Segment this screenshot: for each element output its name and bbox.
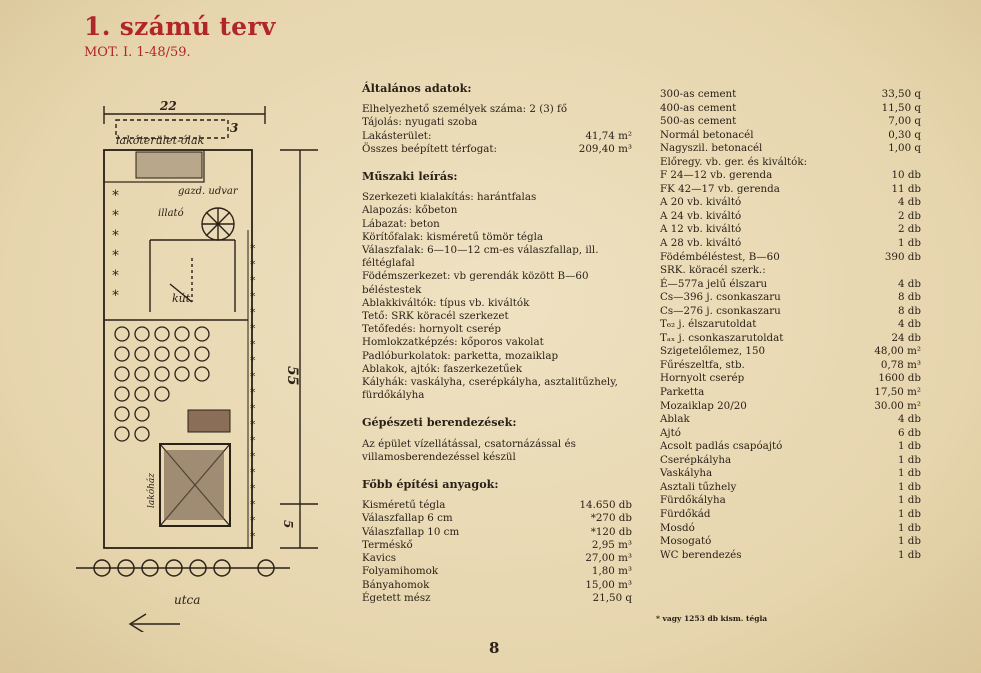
material-name: Folyamihomok <box>362 565 439 578</box>
material-row <box>660 142 921 156</box>
material-name: Fürdőkád <box>660 507 711 520</box>
material-row <box>660 467 921 481</box>
material-name: A 28 vb. kiváltó <box>660 237 742 250</box>
svg-text:*: * <box>250 322 256 335</box>
svg-text:*: * <box>250 418 256 431</box>
material-qty: 27,00 m³ <box>585 552 632 565</box>
material-name: Hornyolt cserép <box>660 372 745 385</box>
material-row <box>362 592 632 605</box>
material-qty: 1 db <box>897 480 921 493</box>
material-name: É—577a jelű élszaru <box>660 277 768 290</box>
technical-line: Válaszfalak: 6—10—12 cm-es válaszfallap, ill. féltéglafal <box>362 244 599 270</box>
material-name: Cs—276 j. csonkaszaru <box>660 304 781 317</box>
material-name: Válaszfallap 6 cm <box>362 512 453 525</box>
svg-text:*: * <box>250 370 256 383</box>
material-name: Mosdó <box>660 521 695 534</box>
svg-text:*: * <box>250 434 256 447</box>
technical-line: Lábazat: beton <box>362 217 440 230</box>
material-qty: 4 db <box>897 318 921 331</box>
material-qty: 1 db <box>897 521 921 534</box>
material-row <box>660 413 921 427</box>
material-row <box>660 305 921 319</box>
material-name: Cserépkályha <box>660 453 732 466</box>
material-name: Cs—396 j. csonkaszaru <box>660 291 781 304</box>
plan-label-lakohaz: lakóház <box>147 472 157 508</box>
material-row <box>660 494 921 508</box>
svg-text:*: * <box>112 248 119 264</box>
material-qty: 1,00 q <box>888 142 921 155</box>
plan-label-kut: kút <box>172 292 191 305</box>
technical-heading: Műszaki leírás: <box>362 169 458 184</box>
material-name: Födémbéléstest, B—60 <box>660 250 780 263</box>
material-row <box>660 522 921 536</box>
material-qty: *120 db <box>590 525 632 538</box>
material-name: Válaszfallap 10 cm <box>362 525 460 538</box>
material-row <box>362 526 632 539</box>
material-row <box>362 512 632 525</box>
material-row <box>660 169 921 183</box>
technical-line: Kályhák: vaskályha, cserépkályha, asztalitűzhely, fürdőkályha <box>362 376 618 402</box>
technical-line: Alapozás: kőbeton <box>362 204 458 217</box>
material-qty: 390 db <box>884 250 921 263</box>
material-row <box>660 332 921 346</box>
material-qty: 10 db <box>891 169 921 182</box>
material-row <box>660 223 921 237</box>
material-qty: 2 db <box>897 223 921 236</box>
material-name: Nagyszil. betonacél <box>660 142 763 155</box>
materials-section <box>362 478 632 605</box>
svg-text:*: * <box>112 268 119 284</box>
material-name: A 24 vb. kiváltó <box>660 209 742 222</box>
material-row <box>362 565 632 578</box>
materials-list <box>362 499 632 605</box>
material-row <box>660 535 921 549</box>
material-row <box>362 539 632 552</box>
mechanical-text: Az épület vízellátással, csatornázással és villamosberendezéssel készül <box>362 437 576 463</box>
material-qty: 8 db <box>897 291 921 304</box>
svg-text:*: * <box>250 306 256 319</box>
material-row <box>660 549 921 563</box>
technical-line: Ablakok, ajtók: faszerkezetűek <box>362 362 522 375</box>
material-name: Ajtó <box>660 426 681 439</box>
material-qty: 1 db <box>897 535 921 548</box>
plan-label-gazd-udvar: gazd. udvar <box>178 186 238 197</box>
technical-line: Homlokzatképzés: kőporos vakolat <box>362 336 544 349</box>
material-row <box>660 359 921 373</box>
material-name: Asztali tűzhely <box>660 480 737 493</box>
material-name: Kisméretű tégla <box>362 499 446 512</box>
svg-text:*: * <box>250 386 256 399</box>
material-name: Fűrészeltfa, stb. <box>660 358 745 371</box>
material-name: A 20 vb. kiváltó <box>660 196 742 209</box>
svg-text:*: * <box>250 450 256 463</box>
material-qty: 7,00 q <box>888 115 921 128</box>
material-row <box>660 264 921 278</box>
material-qty: 1 db <box>897 507 921 520</box>
svg-text:*: * <box>250 498 256 511</box>
material-row <box>660 400 921 414</box>
technical-line: Tető: SRK köracél szerkezet <box>362 310 509 323</box>
material-name: Mozaiklap 20/20 <box>660 399 747 412</box>
material-name: SRK. köracél szerk.: <box>660 264 766 277</box>
material-name: 500-as cement <box>660 115 737 128</box>
material-qty: 0,30 q <box>888 128 921 141</box>
persons-line: Elhelyezhető személyek száma: 2 (3) fő <box>362 103 568 116</box>
footnote: * vagy 1253 db kism. tégla <box>656 614 768 623</box>
site-plan-drawing <box>70 92 330 632</box>
material-row <box>660 278 921 292</box>
material-qty: 1600 db <box>878 372 921 385</box>
material-name: Égetett mész <box>362 591 431 604</box>
material-qty: 1,80 m³ <box>591 565 632 578</box>
svg-text:*: * <box>112 288 119 304</box>
plan-subtitle: MOT. I. 1-48/59. <box>84 45 191 60</box>
material-name: Mosogató <box>660 535 712 548</box>
material-qty: 11 db <box>891 182 921 195</box>
orientation-line: Tájolás: nyugati szoba <box>362 116 478 129</box>
material-qty: 0,78 m³ <box>880 358 921 371</box>
area-value: 41,74 m² <box>585 129 632 142</box>
svg-text:*: * <box>250 402 256 415</box>
technical-line: Födémszerkezet: vb gerendák között B—60 béléstestek <box>362 270 589 296</box>
material-row <box>660 115 921 129</box>
material-name: 400-as cement <box>660 101 737 114</box>
material-row <box>660 345 921 359</box>
material-row <box>660 481 921 495</box>
svg-text:*: * <box>250 258 256 271</box>
volume-row <box>362 143 632 156</box>
svg-text:*: * <box>250 290 256 303</box>
material-row <box>660 129 921 143</box>
material-name: Terméskő <box>362 538 413 551</box>
material-row <box>660 88 921 102</box>
material-row <box>362 499 632 512</box>
svg-text:*: * <box>250 482 256 495</box>
materials-continued-list <box>660 88 921 562</box>
material-qty: 11,50 q <box>881 101 921 114</box>
material-name: F 24—12 vb. gerenda <box>660 169 773 182</box>
material-qty: 24 db <box>891 331 921 344</box>
svg-text:*: * <box>250 530 256 543</box>
svg-text:*: * <box>250 466 256 479</box>
plan-length-dim: 55 <box>284 366 300 386</box>
material-qty: 30.00 m² <box>874 399 921 412</box>
material-qty: 2,95 m³ <box>591 538 632 551</box>
material-name: Fürdőkályha <box>660 494 726 507</box>
material-row <box>660 156 921 170</box>
material-row <box>660 454 921 468</box>
svg-text:*: * <box>250 338 256 351</box>
material-row <box>660 440 921 454</box>
material-name: FK 42—17 vb. gerenda <box>660 182 780 195</box>
material-row <box>660 291 921 305</box>
material-qty: 4 db <box>897 196 921 209</box>
volume-value: 209,40 m³ <box>578 142 632 155</box>
mechanical-heading: Gépészeti berendezések: <box>362 415 517 430</box>
material-qty: 1 db <box>897 467 921 480</box>
svg-text:*: * <box>112 208 119 224</box>
material-qty: 1 db <box>897 548 921 561</box>
material-qty: 33,50 q <box>881 88 921 100</box>
material-qty: 4 db <box>897 277 921 290</box>
material-qty: 6 db <box>897 426 921 439</box>
technical-section <box>362 170 632 402</box>
technical-line: Ablakkiváltók: típus vb. kiváltók <box>362 296 530 309</box>
material-row <box>362 579 632 592</box>
material-name: A 12 vb. kiváltó <box>660 223 742 236</box>
material-row <box>660 237 921 251</box>
general-heading: Általános adatok: <box>362 81 472 95</box>
material-qty: 8 db <box>897 304 921 317</box>
material-name: Normál betonacél <box>660 128 754 141</box>
material-row <box>660 372 921 386</box>
material-qty: 48,00 m² <box>874 345 921 358</box>
plan-label-illemhely: illató <box>158 208 184 219</box>
material-row <box>660 196 921 210</box>
material-name: Parketta <box>660 386 705 399</box>
materials-heading: Főbb építési anyagok: <box>362 477 499 492</box>
material-row <box>660 318 921 332</box>
material-qty: 17,50 m² <box>874 386 921 399</box>
material-qty: 1 db <box>897 494 921 507</box>
plan-label-utca: utca <box>174 593 201 607</box>
material-row <box>660 210 921 224</box>
material-row <box>362 552 632 565</box>
material-name: Kavics <box>362 552 396 565</box>
material-row <box>660 183 921 197</box>
material-qty: 1 db <box>897 453 921 466</box>
svg-text:*: * <box>250 354 256 367</box>
general-section <box>362 82 632 156</box>
material-qty: 1 db <box>897 237 921 250</box>
material-name: Vaskályha <box>660 467 713 480</box>
svg-text:*: * <box>112 228 119 244</box>
material-row <box>660 251 921 265</box>
material-qty: 2 db <box>897 209 921 222</box>
material-qty: 21,50 q <box>592 591 632 604</box>
svg-text:*: * <box>250 514 256 527</box>
material-name: WC berendezés <box>660 548 742 561</box>
svg-text:*: * <box>250 274 256 287</box>
general-data-column <box>362 82 632 619</box>
material-name: Ablak <box>660 413 690 426</box>
plan-width-dim: 22 <box>160 99 177 113</box>
material-row <box>660 508 921 522</box>
material-qty: 15,00 m³ <box>585 578 632 591</box>
material-qty: 14.650 db <box>579 499 632 512</box>
material-name: Előregy. vb. ger. és kiváltók: <box>660 155 808 168</box>
page-number: 8 <box>489 639 500 657</box>
technical-line: Körítőfalak: kisméretű tömör tégla <box>362 230 544 243</box>
volume-label: Összes beépített térfogat: <box>362 142 498 155</box>
mechanical-section <box>362 416 632 464</box>
technical-line: Tetőfedés: hornyolt cserép <box>362 323 501 336</box>
material-name: Bányahomok <box>362 578 430 591</box>
plan-dim-5: 5 <box>281 520 295 529</box>
material-row <box>660 427 921 441</box>
material-row <box>660 386 921 400</box>
material-row <box>660 102 921 116</box>
material-qty: 4 db <box>897 413 921 426</box>
plan-title: 1. számú terv <box>84 12 276 41</box>
svg-text:*: * <box>112 188 119 204</box>
area-label: Lakásterület: <box>362 129 432 142</box>
material-name: T₆₂ j. élszarutoldat <box>660 318 757 331</box>
material-name: Tₐₓ j. csonkaszarutoldat <box>660 331 784 344</box>
material-name: Szigetelőlemez, 150 <box>660 345 766 358</box>
material-qty: *270 db <box>590 512 632 525</box>
material-qty: 1 db <box>897 440 921 453</box>
area-row <box>362 130 632 143</box>
technical-line: Szerkezeti kialakítás: harántfalas <box>362 191 537 204</box>
plan-dim-3: 3 <box>230 121 239 135</box>
material-name: Acsolt padlás csapóajtó <box>660 440 783 453</box>
svg-text:*: * <box>250 242 256 255</box>
technical-line: Padlóburkolatok: parketta, mozaiklap <box>362 349 559 362</box>
material-name: 300-as cement <box>660 88 737 100</box>
plan-label-lakoterulet: lakóterület-ólak <box>116 134 205 147</box>
